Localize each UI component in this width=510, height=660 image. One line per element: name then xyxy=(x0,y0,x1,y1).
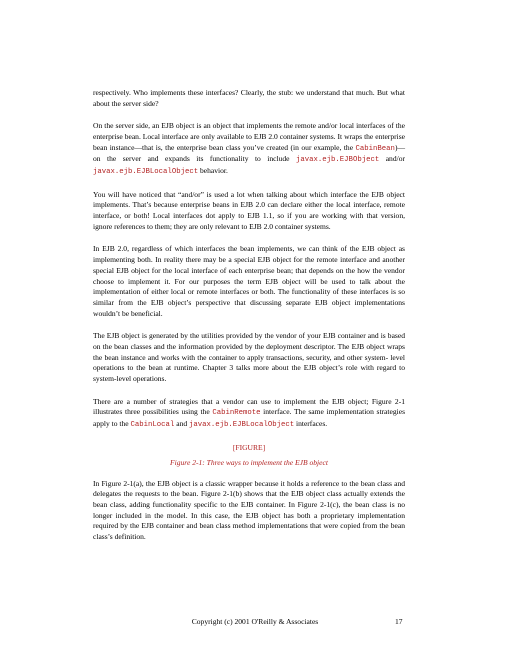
paragraph-2-text-4: behavior. xyxy=(198,166,228,176)
paragraph-3: You will have noticed that “and/or” is used a lot when talking about which interface the EJB object implements. That’s because enterprise beans in EJB 2.0 can declare either the local interface, remote interface, or both! Local interfaces dot apply to EJB 1.1, so if you are working with that version, ignore references to them; they are only relevant to EJB 2.0 container systems. xyxy=(93,189,405,231)
paragraph-6 xyxy=(93,397,405,431)
code-cabinremote: CabinRemote xyxy=(212,409,261,418)
code-ejblocalobject-2: javax.ejb.EJBLocalObject xyxy=(189,421,295,430)
paragraph-6-text-2: interface. The same implementation strategies apply to the xyxy=(93,407,406,429)
code-cabinlocal: CabinLocal xyxy=(130,421,175,430)
paragraph-6-text-3: and xyxy=(174,419,189,429)
figure-caption: Figure 2-1: Three ways to implement the EJB object xyxy=(170,457,328,467)
copyright-notice: Copyright (c) 2001 O'Reilly & Associates xyxy=(191,617,319,626)
paragraph-4: In EJB 2.0, regardless of which interfaces the bean implements, we can think of the EJB object as implementing both. In reality there may be a special EJB object for the remote interface and another special EJB object for the local interface of each enterprise bean; that depends on the how the vendor choose to implement it. For our purposes the term EJB object will be used to talk about the implementation of either local or remote interfaces or both. The functionality of these interfaces is so similar from the EJB object’s perspective that discussing separate EJB object implementations wouldn’t be beneficial. xyxy=(93,244,405,318)
paragraph-2-text-3: and/or xyxy=(379,154,405,164)
page-number: 17 xyxy=(395,617,403,626)
code-cabinbean: CabinBean xyxy=(355,144,395,153)
paragraph-7: In Figure 2-1(a), the EJB object is a classic wrapper because it holds a reference to the bean class and delegates the requests to the bean. Figure 2-1(b) shows that the EJB object class actually extends the bean class, adding functionality specific to the EJB container. In Figure 2-1(c), the bean class is no longer included in the model. In this case, the EJB object has both a proprietary implementation required by the EJB container and bean class method implementations that were copied from the bean class’s definition. xyxy=(93,478,405,542)
code-ejbobject: javax.ejb.EJBObject xyxy=(296,156,380,165)
paragraph-1: respectively. Who implements these interfaces? Clearly, the stub: we understand that much. But what about the server side? xyxy=(93,88,405,108)
document-body xyxy=(93,88,405,555)
paragraph-6-text-4: interfaces. xyxy=(294,419,328,429)
paragraph-5: The EJB object is generated by the utilities provided by the vendor of your EJB container and is based on the bean classes and the information provided by the deployment descriptor. The EJB object wraps the bean instance and works with the container to apply transactions, security, and other system- level operations to the bean at runtime. Chapter 3 talks more about the EJB object’s role with regard to system-level operations. xyxy=(93,331,405,384)
paragraph-2-text-2: )—on the server and expands its functionality to include xyxy=(93,142,405,164)
figure-placeholder: [FIGURE] xyxy=(232,442,266,452)
paragraph-2 xyxy=(93,121,405,178)
paragraph-6-text-1: There are a number of strategies that a vendor can use to implement the EJB object; Figure 2-1 illustrates three possibilities using the xyxy=(93,396,405,417)
paragraph-2-text-1: On the server side, an EJB object is an object that implements the remote and/or local interfaces of the enterprise bean. Local interface are only available to EJB 2.0 container systems. It wraps the enterprise bean instance—that is, the enterprise bean class you’ve created (in our example, the xyxy=(93,121,405,152)
code-ejblocalobject: javax.ejb.EJBLocalObject xyxy=(93,168,199,177)
